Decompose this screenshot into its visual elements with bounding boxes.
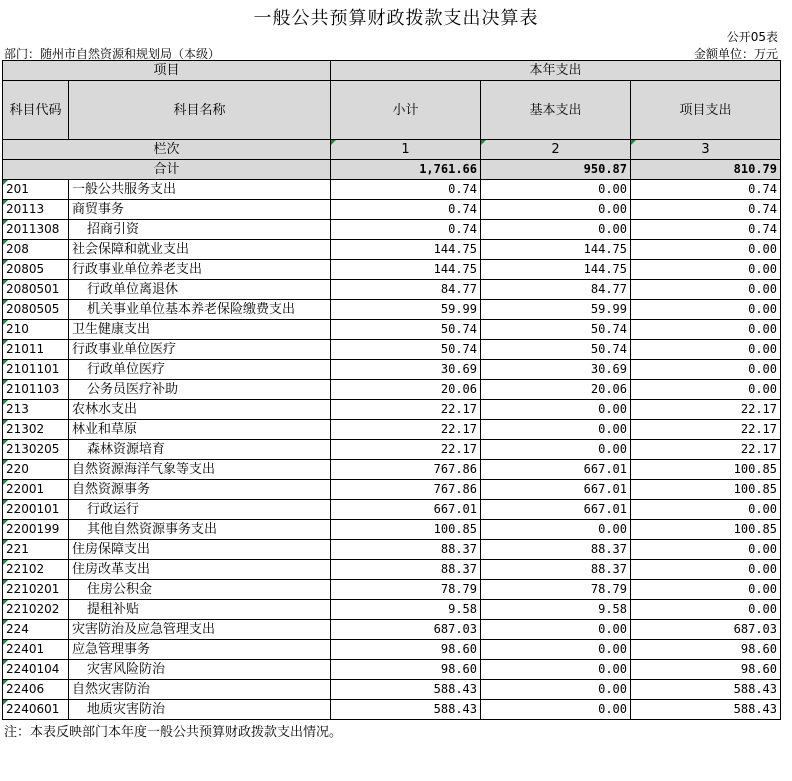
row-name: 灾害防治及应急管理支出 [69,620,331,640]
row-name: 灾害风险防治 [69,660,331,680]
row-name: 机关事业单位基本养老保险缴费支出 [69,300,331,320]
row-name: 提租补贴 [69,600,331,620]
row-project: 100.85 [631,480,781,500]
row-code: 2240601 [3,700,69,720]
row-basic: 88.37 [481,560,631,580]
table-row [3,620,781,640]
row-basic: 667.01 [481,500,631,520]
row-code: 22401 [3,640,69,660]
row-basic: 0.00 [481,180,631,200]
table-row [3,240,781,260]
row-code: 2080505 [3,300,69,320]
total-label: 合计 [3,160,331,180]
header-col3: 3 [631,140,781,160]
row-name: 林业和草原 [69,420,331,440]
row-name: 商贸事务 [69,200,331,220]
table-row [3,260,781,280]
row-project: 0.00 [631,240,781,260]
table-row [3,180,781,200]
row-subtotal: 767.86 [331,480,481,500]
row-code: 2130205 [3,440,69,460]
row-subtotal: 50.74 [331,340,481,360]
row-code: 21302 [3,420,69,440]
row-project: 0.00 [631,600,781,620]
row-subtotal: 100.85 [331,520,481,540]
table-row [3,460,781,480]
row-project: 0.00 [631,340,781,360]
row-project: 0.00 [631,540,781,560]
row-code: 2200101 [3,500,69,520]
row-subtotal: 84.77 [331,280,481,300]
header-code: 科目代码 [3,81,69,140]
row-code: 201 [3,180,69,200]
row-name: 招商引资 [69,220,331,240]
row-project: 0.00 [631,580,781,600]
row-name: 住房保障支出 [69,540,331,560]
row-name: 农林水支出 [69,400,331,420]
row-code: 221 [3,540,69,560]
row-basic: 0.00 [481,220,631,240]
row-project: 588.43 [631,680,781,700]
row-project: 0.00 [631,560,781,580]
header-col2: 2 [481,140,631,160]
table-row [3,580,781,600]
row-project: 0.00 [631,500,781,520]
header-project: 项目支出 [631,81,781,140]
row-subtotal: 0.74 [331,220,481,240]
row-subtotal: 88.37 [331,560,481,580]
row-project: 687.03 [631,620,781,640]
row-basic: 144.75 [481,260,631,280]
table-row [3,300,781,320]
row-code: 22102 [3,560,69,580]
table-row [3,400,781,420]
table-row [3,420,781,440]
table-row [3,440,781,460]
row-name: 其他自然资源事务支出 [69,520,331,540]
row-basic: 88.37 [481,540,631,560]
row-code: 21011 [3,340,69,360]
table-row [3,280,781,300]
row-basic: 84.77 [481,280,631,300]
row-basic: 667.01 [481,460,631,480]
row-name: 行政单位离退休 [69,280,331,300]
row-subtotal: 588.43 [331,700,481,720]
row-basic: 20.06 [481,380,631,400]
row-code: 20113 [3,200,69,220]
row-subtotal: 588.43 [331,680,481,700]
row-subtotal: 59.99 [331,300,481,320]
department-label: 部门：随州市自然资源和规划局（本级） [4,47,221,61]
row-subtotal: 0.74 [331,180,481,200]
row-subtotal: 30.69 [331,360,481,380]
table-row [3,320,781,340]
row-subtotal: 9.58 [331,600,481,620]
row-project: 0.00 [631,300,781,320]
row-code: 224 [3,620,69,640]
row-subtotal: 98.60 [331,660,481,680]
header-name: 科目名称 [69,81,331,140]
row-subtotal: 767.86 [331,460,481,480]
row-basic: 0.00 [481,440,631,460]
row-subtotal: 687.03 [331,620,481,640]
row-code: 2080501 [3,280,69,300]
table-row [3,680,781,700]
row-code: 20805 [3,260,69,280]
table-row [3,480,781,500]
table-row [3,520,781,540]
row-basic: 0.00 [481,640,631,660]
row-project: 0.00 [631,360,781,380]
row-project: 0.00 [631,320,781,340]
row-basic: 50.74 [481,320,631,340]
row-subtotal: 22.17 [331,440,481,460]
row-project: 98.60 [631,640,781,660]
row-project: 22.17 [631,400,781,420]
row-code: 22001 [3,480,69,500]
table-row [3,200,781,220]
row-code: 22406 [3,680,69,700]
row-subtotal: 50.74 [331,320,481,340]
row-basic: 0.00 [481,520,631,540]
row-subtotal: 144.75 [331,240,481,260]
row-name: 地质灾害防治 [69,700,331,720]
row-name: 自然资源海洋气象等支出 [69,460,331,480]
row-basic: 0.00 [481,620,631,640]
row-name: 行政事业单位医疗 [69,340,331,360]
row-project: 0.00 [631,280,781,300]
row-basic: 59.99 [481,300,631,320]
header-current-year: 本年支出 [331,61,781,81]
row-project: 22.17 [631,420,781,440]
row-project: 100.85 [631,460,781,480]
row-code: 2240104 [3,660,69,680]
total-project: 810.79 [631,160,781,180]
row-code: 2011308 [3,220,69,240]
row-name: 森林资源培育 [69,440,331,460]
row-name: 公务员医疗补助 [69,380,331,400]
table-row [3,640,781,660]
row-name: 社会保障和就业支出 [69,240,331,260]
row-basic: 30.69 [481,360,631,380]
row-code: 213 [3,400,69,420]
row-basic: 0.00 [481,400,631,420]
table-row [3,560,781,580]
table-row [3,340,781,360]
row-subtotal: 22.17 [331,400,481,420]
row-subtotal: 0.74 [331,200,481,220]
table-row [3,220,781,240]
row-project: 98.60 [631,660,781,680]
row-project: 588.43 [631,700,781,720]
header-basic: 基本支出 [481,81,631,140]
table-row [3,700,781,720]
table-note: 注：本表反映部门本年度一般公共预算财政拨款支出情况。 [4,725,343,740]
row-code: 208 [3,240,69,260]
row-project: 0.74 [631,220,781,240]
row-project: 0.00 [631,380,781,400]
row-basic: 0.00 [481,200,631,220]
row-code: 220 [3,460,69,480]
header-column-no: 栏次 [3,140,331,160]
row-code: 210 [3,320,69,340]
row-name: 行政运行 [69,500,331,520]
table-row [3,600,781,620]
row-subtotal: 20.06 [331,380,481,400]
row-project: 0.00 [631,260,781,280]
row-name: 卫生健康支出 [69,320,331,340]
row-project: 0.74 [631,180,781,200]
row-name: 自然灾害防治 [69,680,331,700]
row-code: 2101103 [3,380,69,400]
table-row [3,500,781,520]
row-subtotal: 667.01 [331,500,481,520]
total-basic: 950.87 [481,160,631,180]
row-name: 住房改革支出 [69,560,331,580]
header-subtotal: 小计 [331,81,481,140]
row-name: 应急管理事务 [69,640,331,660]
row-code: 2210202 [3,600,69,620]
form-number: 公开05表 [726,30,778,44]
row-name: 行政事业单位养老支出 [69,260,331,280]
row-subtotal: 144.75 [331,260,481,280]
expenditure-table [2,60,781,720]
row-subtotal: 22.17 [331,420,481,440]
table-row [3,540,781,560]
header-col1: 1 [331,140,481,160]
unit-label: 金额单位：万元 [693,47,778,61]
row-basic: 78.79 [481,580,631,600]
row-code: 2210201 [3,580,69,600]
row-name: 行政单位医疗 [69,360,331,380]
table-row [3,360,781,380]
row-basic: 0.00 [481,680,631,700]
row-subtotal: 88.37 [331,540,481,560]
row-code: 2101101 [3,360,69,380]
row-basic: 0.00 [481,700,631,720]
row-subtotal: 78.79 [331,580,481,600]
row-basic: 0.00 [481,660,631,680]
row-name: 住房公积金 [69,580,331,600]
row-basic: 0.00 [481,420,631,440]
row-basic: 9.58 [481,600,631,620]
row-subtotal: 98.60 [331,640,481,660]
report-title: 一般公共预算财政拨款支出决算表 [253,8,539,29]
table-row [3,380,781,400]
row-project: 0.74 [631,200,781,220]
row-name: 一般公共服务支出 [69,180,331,200]
table-row [3,660,781,680]
row-basic: 50.74 [481,340,631,360]
row-code: 2200199 [3,520,69,540]
row-name: 自然资源事务 [69,480,331,500]
total-subtotal: 1,761.66 [331,160,481,180]
row-project: 22.17 [631,440,781,460]
header-item: 项目 [3,61,331,81]
row-project: 100.85 [631,520,781,540]
row-basic: 667.01 [481,480,631,500]
row-basic: 144.75 [481,240,631,260]
